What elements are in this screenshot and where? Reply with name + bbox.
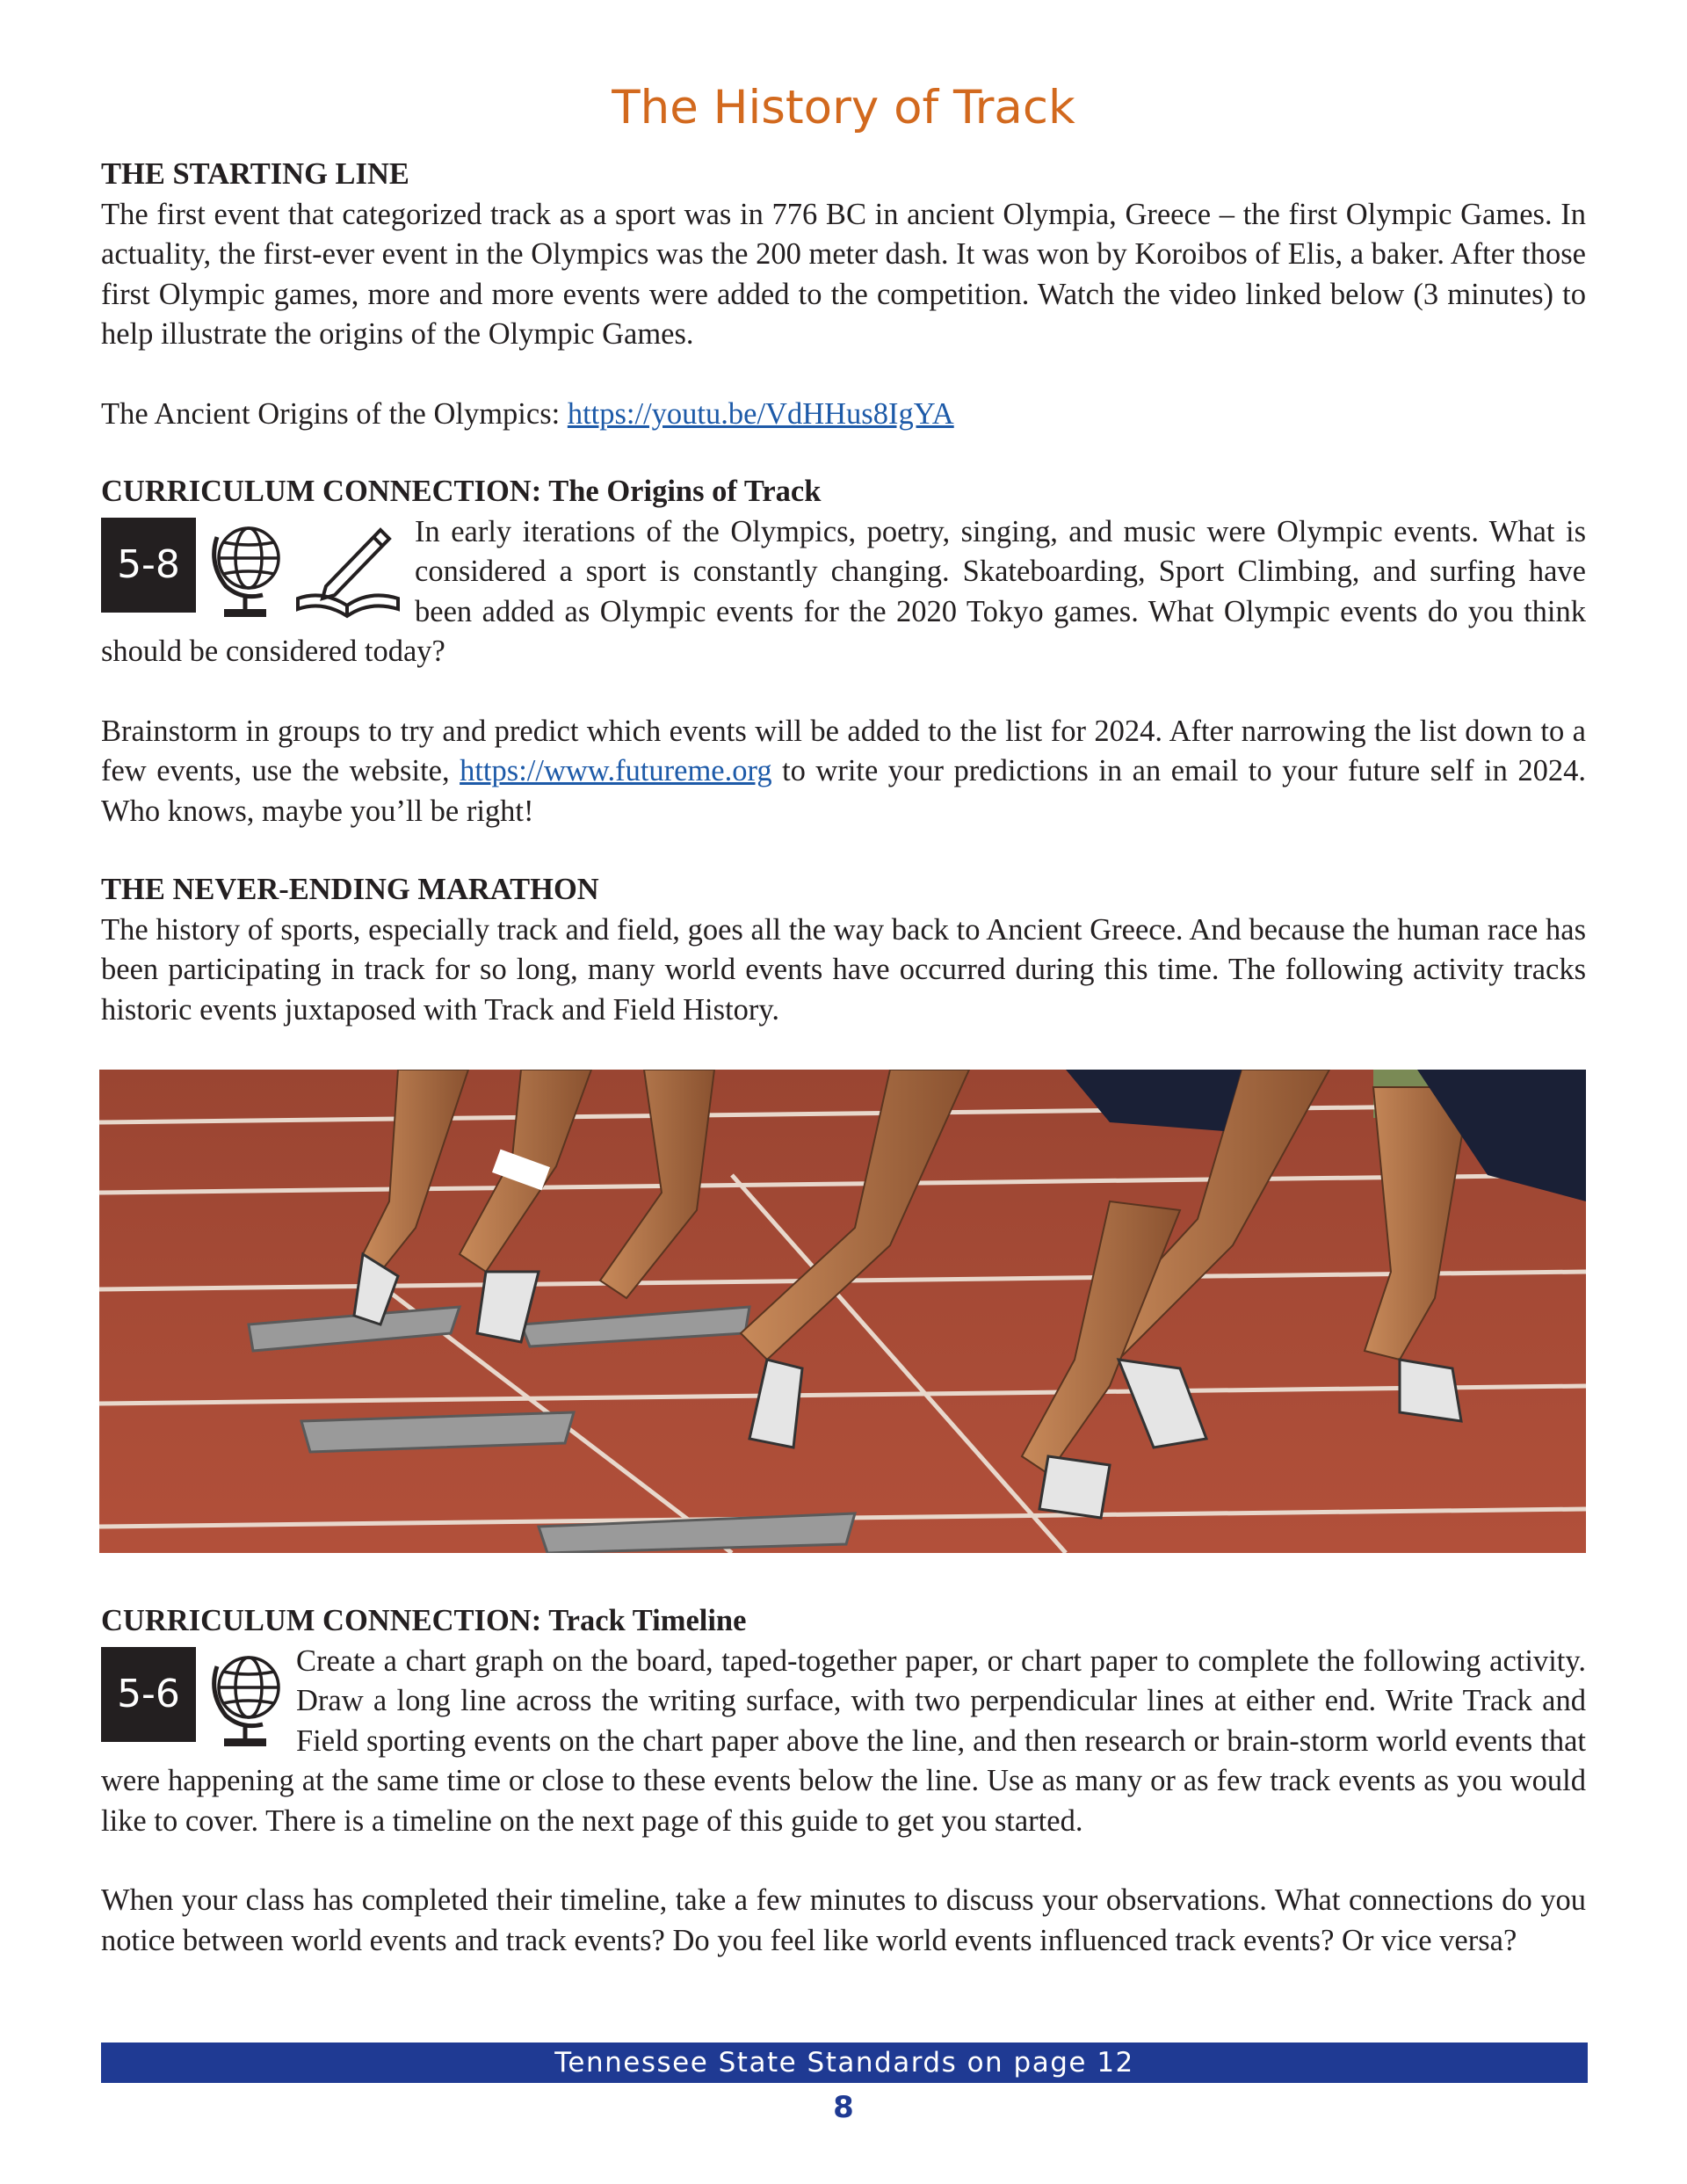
grade-badge: 5-8 [101,518,196,613]
video-line [101,395,1586,435]
icon-row [101,518,404,630]
text-run: to write your predictions in an email to your future self in 2024. Who knows, maybe you’ll be right! [101,754,1586,828]
paragraph: The first event that categorized track as a sport was in 776 BC in ancient Olympia, Greece – the first Olympic Games. In actuality, the first-ever event in the Olympics was the 200 meter dash. It was won by Koroibos of Elis, a baker. After those first Olympic games, more and more events were added to the competition. Watch the video linked below (3 minutes) to help illustrate the origins of the Olympic Games. [101,197,1586,351]
timeline-section [101,1601,1586,1961]
futureme-link[interactable]: https://www.futureme.org [460,754,772,787]
marathon-section [101,870,1586,1030]
footer-bar: Tennessee State Standards on page 12 [101,2043,1588,2083]
section-heading: THE NEVER-ENDING MARATHON [101,873,599,906]
section-heading: THE STARTING LINE [101,157,409,191]
video-link[interactable]: https://youtu.be/VdHHus8IgYA [567,396,954,431]
grade-badge: 5-6 [101,1647,196,1742]
video-label: The Ancient Origins of the Olympics: [101,396,568,431]
paragraph: Create a chart graph on the board, taped-together paper, or chart paper to complete the following activity. Draw a long line across the writing surface, with two perpendicular lines at either end. Write Track and Field sporting events on the chart paper above the line, and then research or brain-storm world events that were happening at the same time or close to these events below the line. Use as many or as few track events as you would like to cover. There is a timeline on the next page of this guide to get you started. [101,1643,1586,1838]
text-run: Brainstorm in groups to try and predict which events will be added to the list for 2024. After narrowing the list down to a few events, use the website, [101,714,1586,787]
pen-and-book-icon [296,518,403,621]
paragraph-2 [101,712,1586,832]
sprinters-photo [99,1070,1586,1553]
starting-line-section [101,155,1586,434]
globe-icon [205,1647,286,1752]
paragraph: In early iterations of the Olympics, poetry, singing, and music were Olympic events. What is considered a sport is constantly changing. Skateboarding, Sport Climbing, and surfing have been added as Olympic events for the 2020 Tokyo games. What Olympic events do you think should be considered today? [101,514,1586,668]
section-heading: CURRICULUM CONNECTION: Track Timeline [101,1604,747,1637]
paragraph-2: When your class has completed their timeline, take a few minutes to discuss your observations. What connections do you notice between world events and track events? Do you feel like world events influenced track events? Or vice versa? [101,1883,1586,1957]
page-number: 8 [833,2090,854,2125]
globe-icon [205,518,286,623]
sprinters-image [99,1070,1586,1553]
icon-row [101,1647,286,1760]
paragraph: The history of sports, especially track and field, goes all the way back to Ancient Greece. And because the human race has been participating in track for so long, many world events have occurred during this time. The following activity tracks historic events juxtaposed with Track and Field History. [101,912,1586,1027]
section-heading: CURRICULUM CONNECTION: The Origins of Track [101,475,822,508]
origins-section [101,472,1586,831]
page-title: The History of Track [612,81,1075,134]
